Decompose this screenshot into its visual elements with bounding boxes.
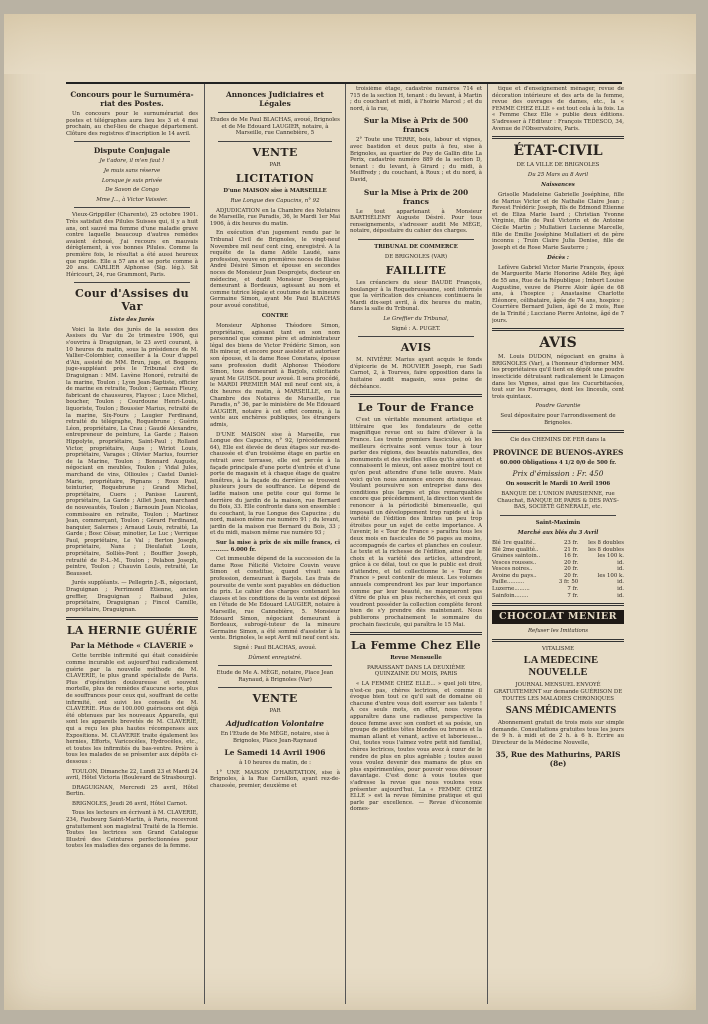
- price-label: Blé 1re qualité..: [492, 539, 536, 546]
- divider: [492, 430, 624, 433]
- divider: [492, 603, 624, 606]
- licitation-title: LICITATION: [235, 172, 315, 186]
- par-label-2: PAR: [269, 708, 281, 715]
- price-row: [492, 579, 624, 586]
- price-unit: id.: [617, 579, 624, 586]
- price-unit: les 100 k.: [597, 553, 624, 560]
- price-label: Luzerne.........: [492, 586, 530, 593]
- divider: [74, 141, 190, 142]
- price-row: [492, 573, 624, 580]
- price-value: 16 fr.: [563, 553, 579, 560]
- execution-text: En exécution d'un jugement rendu par le Tribunal Civil de Brignoles, le vingt-neuf Novembre mil neuf cent cinq, enregistré. A la requête de la dame Adèle Laudé, sans profession, veuve en premières noces de Blaise André Désiré Simon et épouse en secondes noces de Monsieur Jean Desprojets, docteur en médecine, et dudit Monsieur Desprojets, demeurant à Bordeaux, agissant au nom et comme tutrice légale et coutume de la mineure Germaine Simon, ayant Me Paul BLACHAS pour avoué constitué,: [210, 230, 340, 309]
- concours-title: Concours pour le Surnuméra-riat des Postes.: [70, 90, 194, 108]
- price-row: [492, 593, 624, 600]
- marche-sub: Marché aux blés du 3 Avril: [517, 530, 599, 537]
- price-unit: id.: [617, 586, 624, 593]
- price-value: 20 fr.: [563, 566, 579, 573]
- vieux-grippiller-text: Vieux-Grippiller (Charente), 25 octobre 1901. Très satisfait des Pilules Suisses qui, il y a huit ans, ont sauvé ma femme d'une maladie grave contre laquelle beaucoup d'autres remèdes avaient échoué, j'ai recours en mauvais dérèglement, à vos bonnes Pilules. Comme la première fois, le résultat a été aussi heureux que rapide. Elle a 57 ans et se porte comme à 20 ans. CARLIER Alphonse (Sig. lég.). Sit Héricourt, 24, rue Grammont, Paris.: [66, 212, 198, 278]
- dispute-title: Dispute Conjugale: [93, 146, 171, 156]
- deces-text: Lefèvre Gabriel Victor Marie François, époux de Marguerite Marie Honorine Adèle Rey, âgé de 55 ans, Rue de la République ; Imbert Louise Augustine, veuve de Pierre Aloir âgée de 68 ans, à l'hospice ; Anastasine Charlotte Eléonore, célibataire, âgée de 74 ans, hospice ; Courrière Bernard Julien, âgé de 2 mois, Rue de la Trinité ; Lucciano Pierre Antoine, âgé de 7 jours.: [492, 264, 624, 324]
- price-label: Avoine du pays..: [492, 572, 537, 579]
- marche-title: Saint-Maximin: [535, 519, 581, 526]
- column-1: [66, 86, 198, 1001]
- price-value: 20 fr.: [563, 559, 579, 566]
- divider: [66, 617, 198, 620]
- medecine-sub: JOURNAL MENSUEL ENVOYÉ GRATUITEMENT sur demande GUÉRISON DE TOUTES LES MALADIES CHRONIQUES: [493, 682, 623, 702]
- divider: [350, 394, 482, 397]
- divider: [74, 282, 190, 283]
- poem-signature: Mme J..., à Victor Vaissier.: [96, 196, 168, 203]
- en-etude: En l'Etude de Me MÈGE, notaire, sise à Brignoles, Place Jean-Raynaud: [220, 730, 330, 744]
- divider: [218, 665, 332, 666]
- price-value: 21 fr.: [563, 546, 579, 553]
- vente2-title: VENTE: [252, 692, 298, 706]
- jures-text: Voici la liste des jurés de la session des Assises du Var du 2e trimestre 1906, qui s'ouvrira à Draguignan, le 23 avril courant, à 10 heures du matin, sous la présidence de M. Vallier-Colombier, conseiller à la Cour d'appel d'Aix, assisté de MM. Brun, juge, et Boggero, juge-suppléant près le Tribunal civil de Draguignan : MM. Lavène Honoré, retraité de la marine, Toulon ; Lyon Jean-Baptiste, officier de marine en retraite, Toulon ; Germain Fleury, fabricant de chaussures, Flayosc ; Luce Michel, boucher, Toulon ; Courdoune Henri-Louis, liquoriste, Toulon ; Boussier Marius, retraité de la marine, Six-Fours ; Laugier Ferdinand, retraité du télégraphe, Roquebrune ; Guérin Léon, propriétaire, La Crau ; Gaudé Alexandre, entrepreneur de peinture, La Garde ; Raison Hippolyte, propriétaire, Saint-Paul ; Rolland Victor, propriétaire, Aups ; Wiriot Louis, propriétaire, Varages ; Olivier Marius, fourrier de la Marine, Toulon ; Bonnard Auguste, négociant en meubles, Toulon ; Vidal Jules, marchand de vins, Ollioules ; Castel Daniel-Marie, propriétaire, Pignans ; Roux Paul, teinturier, Roquebrune ; Grand Michel, propriétaire, Cuers ; Panisse Laurent, propriétaire, La Garde ; Aillet Jean, marchand de nouveautés, Toulon ; Barnouin Jean Nicolas, commissaire en retraite, Toulon ; Martinez Jean, commerçant, Toulon ; Gérard Ferdinand, banquier, Salernes ; Arnaud Louis, retraité, La Garde ; Bosc César, minotier, Le Luc ; Verrique Paul, propriétaire, Le Val ; Berton Joseph, propriétaire, Nans ; Dieulafait Louis, propriétaire, Solliès-Pont ; Bouffier Joseph, retraité de P.-L.-M., Toulon ; Pelabon Joseph, peintre, Toulon ; Chauvin Louis, retraité, Le Beausset.: [66, 326, 198, 577]
- etude-blachas: Etudes de Me Paul BLACHAS, avoué, Brignoles et de Me Edouard LAUGIER, notaire, à Marseille, rue Cannebière, 5: [210, 117, 340, 137]
- avis-text: M. Louis DUDON, négociant en grains à BRIGNOLES (Var), a l'honneur d'informer MM. les propriétaires qu'il tient en dépôt une poudre insecticide détruisant radicalement le Limaçon dans les Vignes, ainsi que les Cucurbitacées, tout sur les Fourrages, dont les linceuls, cent trois quintaux.: [492, 354, 624, 400]
- naissances-title: Naissances: [541, 182, 575, 189]
- une-maison-text: D'UNE MAISON sise à Marseille, rue Longue des Capucins, n° 92, (précédemment 64), Elle est élevée de deux étages sur rez-de-chaussée et d'un troisième étage en partie en retrait avec terrasse, elle est percée à la façade principale d'une porte d'entrée et d'une porte de magasin et à chaque étage de quatre fenêtres, à la façade du derrière se trouvent plusieurs jours de souffrance. Le dépend de ladite maison une petite cour qui forme le derrière du jardin de la maison, rue Bernard du Bois, 33. Elle confronte dans son ensemble : du couchant, la rue Longue des Capucins ; du nord, maison même rue numéro 91 ; du levant, jardin de la maison rue Bernard du Bois, 33 ; et du midi, maison même rue numéro 93 ;: [210, 431, 340, 537]
- faillite-text: Les créanciers du sieur BAUDE François, boulanger à la Roquebrussanne, sont informés que la vérification des créances continuera le Mardi dix-sept avril, à dix heures du matin, dans la salle du Tribunal.: [350, 280, 482, 313]
- avis-title: AVIS: [400, 341, 432, 355]
- femme-sub: Revue Mensuelle: [390, 655, 442, 662]
- price-row: [492, 547, 624, 554]
- prix-emission: Prix d'émission : Fr. 450: [512, 469, 604, 479]
- greffier: Le Greffier du Tribunal,: [383, 316, 449, 323]
- draguignan-text: DRAGUIGNAN, Mercredi 25 avril, Hôtel Bertin.: [66, 784, 198, 798]
- rue-line: Rue Longue des Capucins, n° 92: [230, 197, 320, 204]
- divider: [218, 141, 332, 142]
- divider: [358, 239, 474, 240]
- price-row: [492, 540, 624, 547]
- mise-200: Sur la Mise à Prix de 200 francs: [363, 187, 469, 206]
- etat-civil-dates: Du 25 Mars au 8 Avril: [527, 171, 589, 178]
- envoi-text: Tous les lecteurs en écrivant à M. CLAVERIE, 234, Faubourg Saint-Martin, à Paris, recevront gratuitement son magistral Traité de la Hernie. Toutes les lectrices son Grand Catalogue Illustré des Ceintures perfectionnées pour toutes les maladies des organes de la femme.: [66, 810, 198, 850]
- enregistre: Dûment enregistré.: [248, 654, 302, 661]
- banques: BANQUE DE L'UNION PARISIENNE, rue Chauchat, BANQUE DE PARIS & DES PAYS-BAS, SOCIÉTÉ GÉNÉRALE, etc.: [497, 490, 619, 511]
- femme-text: « LA FEMME CHEZ ELLE... » quel joli titre, n'est-ce pas, chères lectrices, et comme il évoque bien tout ce qu'il sait de domaine où chacune d'entre vous doit exercer ses talents ! A ces seuls mots, en effet, nous voyons apparaître dans une radieuse perspective la douce femme avec son confort et sa poésie, un groupe de petites têtes blondes ou brunes et la maman allant et venant, active et laborieuse... Oui, toutes vous l'aimez votre petit nid familial, chères lectrices, toutes vous avez à cœur de le rendre de plus en plus agréable ; toutes aussi vous voulez devenir des mamans de plus en plus expérimentées, pour pouvoir vous dévouer davantage. C'est donc à vous toutes que s'adresse la revue que nous voulons vous présenter aujourd'hui. La « FEMME CHEZ ELLE » est la revue féminine pratique et qui parle par excellence. — Revue d'économie domes-: [350, 681, 482, 813]
- cour-assises-title: Cour d'Assises du Var: [75, 287, 189, 314]
- province-title: PROVINCE DE BUENOS-AYRES: [492, 447, 624, 457]
- price-label: Vesces noires..: [492, 566, 533, 573]
- poem-line: Je muis sans réserve: [103, 167, 161, 174]
- mise-a-prix: Sur la mise à prix de six mille francs, ci .......... 6.000 fr.: [210, 540, 340, 553]
- medecine-text: Abonnement gratuit de trois mois sur simple demande. Consultations gratuites tous les jours de 9 h. à midi et de 2 h. à 6 h. Ecrire au Directeur de la Médecine Nouvelle,: [492, 720, 624, 746]
- maison-line: D'une MAISON sise à MARSEILLE: [223, 188, 327, 195]
- hernie-text: Cette terrible infirmité qui était considérée comme incurable est aujourd'hui radicalement guérie par la nouvelle méthode de M. CLAVERIE, le plus grand spécialiste de Paris. Plus d'opération douloureuse et souvent mortelle, plus de remèdes d'aucune sorte, plus de souffrances pour ceux qui, souffrant de cette infirmité, ont suivi les conseils de M. CLAVERIE. Plus de 100.000 guérisons ont déjà été obtenues par les nouveaux Appareils, qui sont les appareils brevetés de M. CLAVERIE, qui a reçu les plus hautes récompenses aux Expositions. M. CLAVERIE traite également les hernies, Efforts, Varicocèles, Hydrocèles, etc., et toutes les infirmités du bas-ventre. Prière à tous les malades de se présenter aux dépôts ci-dessous :: [66, 653, 198, 765]
- price-label: Sainfoin........: [492, 592, 529, 599]
- divider: [74, 207, 190, 208]
- price-label: Paille..........: [492, 579, 525, 586]
- tribunal-title: TRIBUNAL DE COMMERCE: [374, 243, 458, 250]
- poem-line: Je t'adore, il m'en faut !: [99, 158, 165, 165]
- etude-mege: Etude de Me A. MÈGE, notaire, Place Jean Raynaud, à Brignoles (Var): [216, 670, 334, 683]
- hernie-title: LA HERNIE GUÉRIE: [66, 624, 198, 638]
- divider: [492, 328, 624, 331]
- price-row: [492, 553, 624, 560]
- price-value: 20 fr.: [563, 572, 579, 579]
- divider: [500, 515, 616, 516]
- naissances-text: Grisolle Madeleine Gabrielle Joséphine, fille de Marius Victor et de Nathalie Claire Jean ; Revest Frédéric Joseph, fils de Edmond Etienne et de Eliza Marie Isard ; Christian Yvonne Virginie, fille de Paul Victorin et de Antoine Cécile Martin ; Mullatieri Lucienne Marcelle, fille de Emilie Joséphine Mullatieri et de père inconnu ; Truin Claire Julia Denise, fille de Joseph et de Rose Marie Sauterre ;: [492, 191, 624, 251]
- price-unit: les 8 doubles: [588, 546, 624, 553]
- vente-title: VENTE: [252, 145, 298, 159]
- tout-text: Le tout appartenant à Monsieur BARTHÉLEMY Auguste Désiré. Pour tous renseignements, s'adresser audit Me MÈGE, notaire, dépositaire du cahier des charges.: [350, 208, 482, 235]
- annonces-title: Annonces Judiciaires et Légales: [226, 90, 324, 108]
- medecine-address: 35, Rue des Mathurins, PARIS (8e): [495, 749, 621, 768]
- price-unit: id.: [617, 559, 624, 566]
- toulon-text: TOULON, Dimanche 22, Lundi 23 et Mardi 24 avril, Hôtel Victoria (Boulevard de Strasbourg).: [66, 768, 198, 782]
- chemins-de-fer: Cie des CHEMINS DE FER dans la: [510, 437, 606, 444]
- lot-2: 2° Toute une TERRE, bois, labour et vignes, avec bastidon et deux puits à feu, sise à Brignoles, au quartier de Puy de Gallin dite La Perix, cadastrée numéro 889 de la section D, tenant : du levant, à Girard ; du midi, à Meiffredy ; du couchant, à Roux ; et du nord, à David,: [350, 137, 482, 183]
- divider: [492, 136, 624, 139]
- price-label: Graines saintoin..: [492, 553, 541, 560]
- price-row: [492, 586, 624, 593]
- chocolat-sub: Refuser les Imitations: [527, 628, 589, 635]
- avis-text: M. NIVIÈRE Marius ayant acquis le fonds d'épicerie de M. ROUVIER Joseph, rue Sadi Carnot, 2, à Tourves, faire opposition dans la huitaine audit magasin, sous peine de déchéance.: [350, 357, 482, 390]
- poem-line: De Savon de Congo: [105, 187, 159, 194]
- femme-chez-elle-title: La Femme Chez Elle: [351, 639, 481, 653]
- price-unit: id.: [617, 592, 624, 599]
- etat-civil-sub: DE LA VILLE DE BRIGNOLES: [516, 162, 600, 169]
- column-3: [350, 86, 482, 1001]
- medecine-nouvelle-title: LA MEDECINE NOUVELLE: [523, 655, 599, 679]
- divider: [358, 336, 474, 337]
- column-2: [210, 86, 340, 1001]
- price-value: 23 fr.: [563, 539, 579, 546]
- femme-sub2: PARAISSANT DANS LA DEUXIÈME QUINZAINE DU MOIS, PARIS: [367, 664, 465, 678]
- deces-title: Décès :: [547, 255, 569, 262]
- column-separator: [487, 84, 488, 1004]
- column-separator: [204, 84, 205, 1004]
- tour-de-france-text: C'est un véritable monument artistique et littéraire que les fondateurs de cette magnifique revue ont su faire d'élever à la France. Les trente premiers fascicules, où les meilleurs écrivains sont venus tour à tour parler des régions, des beautés naturelles, des monuments et des vieilles villes qu'ils aiment et connaissent le mieux, ont assez montré tout ce qu'on peut attendre d'une telle œuvre. Mais voici qu'on nous annonce encore du nouveau. Voulant poursuivre son entreprise dans des conditions plus larges et plus remarquables encore que précédemment, la direction vient de renoncer à la périodicité bimensuelle, qui imposait un développement trop rapide et à la variété de l'édition des limites un peu trop étroites pour un sujet de cette importance. A l'avenir, le « Tour de France » paraîtra tous les deux mois en fascicules de 56 pages au moins, accompagnés de cartes et planches en couleur. Le texte et la richesse de l'édition, ainsi que le choix et la variété des articles, attendront, grâce à ce délai, tout ce que le public est droit d'attendre, et tel collectionne le « Tour de France » peut contenir de mieux. Les volumes annuels comprendront les par leur importance comme par leur beauté, ne manqueront pas d'être de plus en plus recherchés, et ceux qui voudront posséder la collection complète feront bien de s'y prendre dès maintenant. Nous publierons prochainement le sommaire du prochain fascicule, qui paraîtra le 15 Mai.: [350, 417, 482, 628]
- tour-de-france-title: Le Tour de France: [357, 401, 475, 415]
- par-label: PAR: [269, 161, 281, 168]
- signature-puget: Signé : A. PUGET.: [391, 325, 441, 332]
- signature-blachas: Signé : Paul BLACHAS, avoué.: [233, 644, 317, 651]
- price-value: 7 fr.: [567, 586, 579, 593]
- tribunal-sub: DE BRIGNOLES (VAR): [384, 253, 448, 260]
- concours-text: Un concours pour le surnumérariat des postes et télégraphes aura lieu les 3 et 4 mai prochain, au chef-lieu de chaque département. Clôture des registres d'inscription le 14 avril.: [66, 111, 198, 137]
- chocolat-menier-banner: CHOCOLAT MENIER: [492, 610, 624, 624]
- price-row: [492, 560, 624, 567]
- seul-depositaire: Seul dépositaire pour l'arrondissement de Brignoles.: [500, 412, 616, 426]
- poudre-garantie: Poudre Garantie: [535, 403, 581, 410]
- cont-text: troisième étage, cadastrée numéros 714 et 715 de la section H, tenant : du levant, à Martin ; du couchant et midi, à l'hoirie Marcel ; et du nord, à la rue,: [350, 86, 482, 112]
- lot-1: 1° UNE MAISON D'HABITATION, sise à Brignoles, à la Rue Carnillon, ayant rez-de-chaussée, premier, deuxième et: [210, 769, 340, 789]
- samedi-date: Le Samedi 14 Avril 1906: [224, 748, 326, 758]
- divider: [218, 112, 332, 113]
- supplements-text: Jurés suppléants. — Pellegrin J.-B., négociant, Draguignan ; Perrimond Etienne, ancien greffier, Draguignan ; Raibaud Jules, propriétaire, Draguignan ; Fincol Camille, propriétaire, Draguignan.: [66, 580, 198, 613]
- avis-title: AVIS: [539, 335, 577, 352]
- liste-jures-title: Liste des Jurés: [109, 317, 155, 324]
- hernie-subtitle: Par la Méthode « CLAVERIE »: [70, 641, 194, 651]
- etat-civil-title: ÉTAT-CIVIL: [513, 143, 603, 160]
- brignoles-text: BRIGNOLES, Jeudi 26 avril, Hôtel Carnot.: [72, 800, 188, 807]
- heures: à 10 heures du matin, de :: [239, 760, 311, 767]
- price-label: Blé 2me qualité..: [492, 546, 539, 553]
- price-label: Vesces rousses..: [492, 559, 537, 566]
- cont-text: tique et d'enseignement ménager, revue de décoration intérieure et des arts de la femme, revue des ouvrages de dames, etc., la « FEMME CHEZ ELLE » est tout cela à la fois. La « Femme Chez Elle » publie deux éditions. S'adresser à l'Editeur : François TEDESCO, 34, Avenue de l'Observatoire, Paris.: [492, 86, 624, 132]
- mise-500: Sur la Mise à Prix de 500 francs: [363, 116, 469, 135]
- price-unit: les 100 k.: [597, 572, 624, 579]
- price-value: 7 fr.: [567, 592, 579, 599]
- price-unit: id.: [617, 566, 624, 573]
- contre-label: CONTRE: [261, 313, 289, 320]
- adjudication-text: ADJUDICATION en la Chambre des Notaires de Marseille, rue Paradis, 36, le Mardi 1er Mai 1906, à dix heures du matin.: [210, 207, 340, 227]
- top-rule: [66, 82, 622, 84]
- obligations: 60.000 Obligations 4 1/2 0/0 de 500 fr.: [499, 459, 617, 466]
- prix-table: [492, 540, 624, 599]
- souscription: On souscrit le Mardi 10 Avril 1906: [505, 481, 611, 488]
- price-row: [492, 566, 624, 573]
- adjudication-volontaire: Adjudication Volontaire: [225, 718, 324, 728]
- divider: [492, 639, 624, 642]
- column-4: [492, 86, 624, 1001]
- divider: [218, 687, 332, 688]
- sans-medicaments: SANS MÉDICAMENTS: [505, 705, 617, 717]
- immeuble-text: Cet immeuble dépend de la succession de la dame Rose Félicité Victoire Couvin veuve Simon et constitue, quand vivait sans profession, demeurant à Barjols. Les frais de poursuite de vente sont payables en déduction du prix. Le cahier des charges contenant les clauses et les conditions de la vente est déposé en l'étude de Me Edouard LAUGIER, notaire à Marseille, rue Cannebière, 5. Monsieur Edouard Simon, négociant demeurant à Bordeaux, subrogé-tuteur de la mineure Germaine Simon, a été sommé d'assister à la vente. Brignoles, le sept Avril mil neuf cent six.: [210, 556, 340, 642]
- poem-line: Lorsque je suis privée: [101, 177, 163, 184]
- contre-text: Monsieur Alphonse Théodore Simon, propriétaire, agissant tant en son nom personnel que comme père et administrateur légal des biens de Victor Frédéric Simon, son fils mineur, et encore pour assister et autoriser son épouse, et la dame Rose Constans, épouse sans profession dudit Alphonse Théodore Simon, tous demeurant à Barjols, colicitants ayant Me GUISOL pour avoué. Il sera procédé, le MARDI PREMIER MAI mil neuf cent six, à dix heures du matin, à MARSEILLE, en la Chambre des Notaires de Marseille, rue Paradis, n° 36, par le ministère de Me Edouard LAUGIER, notaire à cet effet commis, à la vente aux enchères publiques, les étrangers admis,: [210, 323, 340, 428]
- column-separator: [345, 84, 346, 1004]
- divider: [350, 632, 482, 635]
- vitalisme: VITALISME: [541, 645, 575, 652]
- price-value: 3 fr. 50: [558, 579, 579, 586]
- price-unit: les 8 doubles: [588, 539, 624, 546]
- page-stain: [4, 14, 696, 74]
- faillite-title: FAILLITE: [385, 264, 447, 278]
